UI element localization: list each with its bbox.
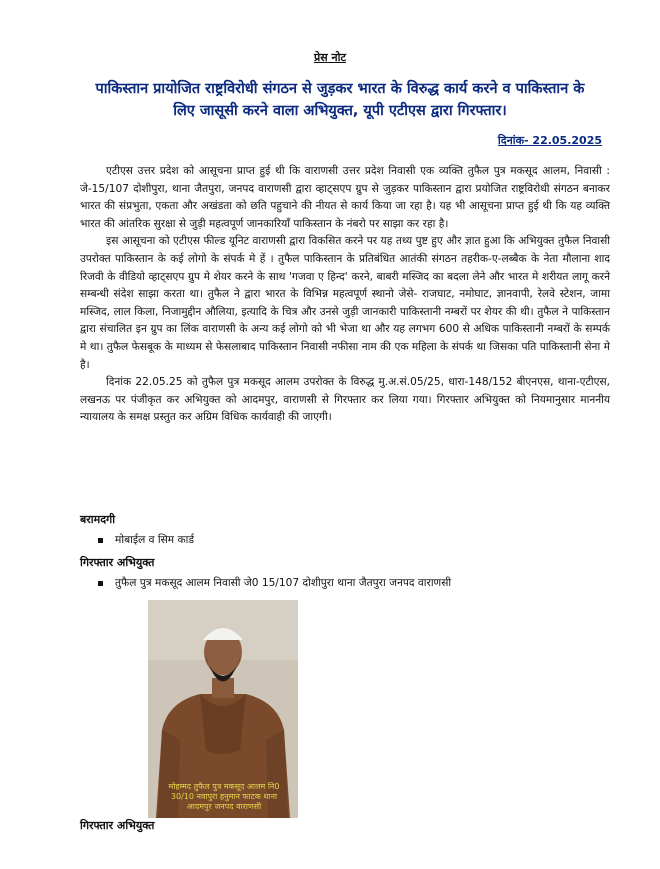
arrested-item [98, 576, 451, 590]
body-text [80, 163, 610, 427]
photo-heading: गिरफ्तार अभियुक्त [80, 819, 155, 832]
paragraph-1: एटीएस उत्तर प्रदेश को आसूचना प्राप्त हुई थी कि वाराणसी उत्तर प्रदेश निवासी एक व्यक्ति तुफैल पुत्र मकसूद आलम, निवासी : जे-15/107 दोशीपुरा, थाना जैतपुरा, जनपद वाराणसी द्वारा व्हाट्सएप ग्रुप से जुड़कर पाकिस्तान द्वारा प्रयोजित राष्ट्रविरोधी संगठन बनाकर भारत की संप्रभुता, एकता और अखंडता को छति पहुचाने की नीयत से कार्य किया जा रहा है। यह भी आसूचना प्राप्त हुई थी कि यह व्यक्ति भारत की आंतरिक सुरक्षा से जुड़ी महत्वपूर्ण जानकारियाँ पाकिस्तान के नंबरो पर साझा कर रहा है। [80, 165, 610, 230]
bullet-icon [98, 581, 103, 586]
headline [70, 78, 610, 122]
recovery-item-text: मोबाईल व सिम कार्ड [115, 534, 195, 546]
paragraph-2: इस आसूचना को एटीएस फील्ड यूनिट वाराणसी द्वारा विकसित करने पर यह तथ्य पुष्ट हुए और ज्ञात हुआ कि अभियुक्त तुफैल निवासी उपरोक्त पाकिस्तान के कई लोगो के संपर्क मे हें । तुफैल पाकिस्तान के प्रतिबंधित आतंकी संगठन तहरीक-ए-लब्बैक के नेता मौलाना शाद रिजवी के वीडियो व्हाट्सएप ग्रुप मे शेयर करने के साथ 'गजवा ए हिन्द' करने, बाबरी मस्जिद का बदला लेने और भारत मे शरीयत लागू करने सम्बन्धी संदेश साझा करता था। तुफैल ने द्वारा भारत के विभिन्न महत्वपूर्ण स्थानो जेसे- राजघाट, नमोघाट, ज्ञानवापी, रेलवे स्टेशन, जामा मस्जिद, लाल किला, निजामुद्दीन औलिया, इत्यादि के चित्र और उनसे जुड़ी जानकारी पाकिस्तानी नम्बरों पर शेयर की थी। तुफैल ने पाकिस्तान द्वारा संचालित इन ग्रुप का लिंक वाराणसी के अन्य कई लोगो को भी भेजा था और यह लगभग 600 से अधिक पाकिस्तानी नम्बरों के सम्पर्क मे था। तुफैल फेसबूक के माध्यम से फेसलाबाद पाकिस्तान निवासी नफीसा नाम की एक महिला के संपर्क था जिसका पति पाकिस्तानी सेना मे है। [80, 235, 610, 371]
recovery-item [98, 533, 194, 547]
photo-caption-line-1: मोहम्मद तुफैल पुत्र मकसूद आलम नि0 [168, 782, 280, 791]
photo-caption [162, 782, 286, 812]
bullet-icon [98, 538, 103, 543]
headline-line-2: लिए जासूसी करने वाला अभियुक्त, यूपी एटीएस द्वारा गिरफ्तार। [173, 103, 507, 119]
arrested-item-text: तुफैल पुत्र मकसूद आलम निवासी जे0 15/107 दोशीपुरा थाना जैतपुरा जनपद वाराणसी [115, 577, 452, 589]
paragraph-3: दिनांक 22.05.25 को तुफैल पुत्र मकसूद आलम उपरोक्त के विरुद्ध मु.अ.सं.05/25, धारा-148/152 बीएनएस, थाना-एटीएस, लखनऊ पर पंजीकृत कर अभियुक्त को आदमपुर, वाराणसी से गिरफ्तार कर लिया गया। गिरफ्तार अभियुक्त को नियमानुसार माननीय न्यायालय के समक्ष प्रस्तुत कर अग्रिम विधिक कार्यवाही की जाएगी। [80, 376, 610, 424]
headline-line-1: पाकिस्तान प्रायोजित राष्ट्रविरोधी संगठन से जुड़कर भारत के विरुद्ध कार्य करने व पाकिस्तान के [95, 81, 585, 97]
photo-caption-line-2: 30/10 नवापुरा हनुमान फाटक थाना [170, 792, 278, 801]
date-label: दिनांक- 22.05.2025 [497, 134, 602, 147]
press-note-label: प्रेस नोट [313, 51, 347, 64]
arrested-heading: गिरफ्तार अभियुक्त [80, 556, 155, 569]
recovery-heading: बरामदगी [80, 513, 116, 526]
photo-caption-line-3: आदमपुर जनपद वाराणसी [186, 802, 262, 811]
